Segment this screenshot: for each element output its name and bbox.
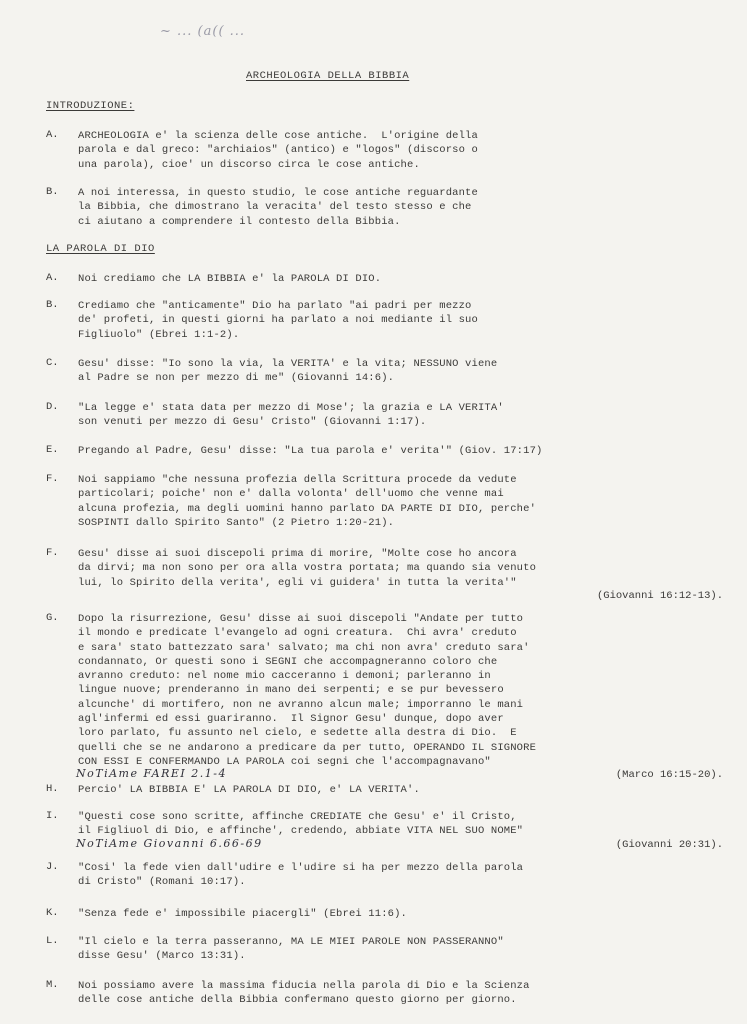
text-line: e sara' stato battezzato sara' salvato; ma chi non avra' creduto sara': [78, 641, 530, 654]
text-line: Percio' LA BIBBIA E' LA PAROLA DI DIO, e' LA VERITA'.: [78, 784, 420, 796]
item-text: [78, 473, 728, 530]
item-marker: F.: [46, 547, 59, 559]
item-marker: I.: [46, 810, 59, 822]
text-line: Noi sappiamo "che nessuna profezia della Scrittura procede da vedute: [78, 474, 517, 486]
item-marker: G.: [46, 612, 59, 624]
intro-heading: INTRODUZIONE:: [46, 100, 135, 112]
text-line: CON ESSI E CONFERMANDO LA PAROLA coi segni che l'accompagnavano": [78, 755, 491, 768]
item-text: [78, 444, 728, 458]
text-line: disse Gesu' (Marco 13:31).: [78, 950, 246, 963]
text-line: SOSPINTI dallo Spirito Santo" (2 Pietro 1:20-21).: [78, 516, 395, 529]
scripture-reference: (Giovanni 16:12-13).: [596, 589, 723, 602]
text-line: Crediamo che "anticamente" Dio ha parlato "ai padri per mezzo: [78, 300, 472, 312]
item-marker: F.: [46, 473, 59, 485]
text-line: lui, lo Spirito della verita', egli vi guidera' in tutta la verita'": [78, 576, 517, 589]
handwritten-note-top: ~ ... (a(( ...: [160, 24, 246, 39]
text-line: Gesu' disse ai suoi discepoli prima di morire, "Molte cose ho ancora: [78, 548, 517, 560]
item-marker: K.: [46, 907, 59, 919]
text-line: Noi crediamo che LA BIBBIA e' la PAROLA DI DIO.: [78, 273, 382, 285]
item-marker: H.: [46, 783, 59, 795]
item-text: [78, 861, 728, 890]
text-line: "Senza fede e' impossibile piacergli" (Ebrei 11:6).: [78, 908, 408, 920]
item-text: [78, 272, 728, 286]
text-line: di Cristo" (Romani 10:17).: [78, 876, 246, 889]
item-marker: D.: [46, 401, 59, 413]
text-line: "Cosi' la fede vien dall'udire e l'udire si ha per mezzo della parola: [78, 862, 524, 874]
text-line: la Bibbia, che dimostrano la veracita' del testo stesso e che: [78, 201, 472, 214]
text-line: loro parlato, fu assunto nel cielo, e sedette alla destra di Dio. E: [78, 727, 517, 740]
item-text: [78, 129, 728, 172]
text-line: alcunche' di mortifero, non ne avranno alcun male; imporranno le mani: [78, 698, 524, 711]
text-line: son venuti per mezzo di Gesu' Cristo" (Giovanni 1:17).: [78, 416, 427, 429]
item-marker: A.: [46, 129, 59, 141]
item-text: [78, 935, 728, 964]
item-marker: M.: [46, 979, 59, 991]
item-marker: B.: [46, 186, 59, 198]
text-line: il mondo e predicate l'evangelo ad ogni creatura. Chi avra' creduto: [78, 627, 517, 640]
item-text: [78, 547, 728, 590]
text-line: condannato, Or questi sono i SEGNI che accompagneranno coloro che: [78, 655, 498, 668]
item-text: [78, 401, 728, 430]
text-line: parola e dal greco: "archiaios" (antico) e "logos" (discorso o: [78, 144, 478, 157]
text-line: Figliuolo" (Ebrei 1:1-2).: [78, 328, 240, 341]
item-text: [78, 612, 728, 769]
text-line: A noi interessa, in questo studio, le cose antiche reguardante: [78, 187, 478, 199]
text-line: alcuna profezia, ma degli uomini hanno parlato DA PARTE DI DIO, perche': [78, 502, 537, 515]
text-line: agl'infermi ed essi guariranno. Il Signor Gesu' dunque, dopo aver: [78, 713, 504, 726]
text-line: "Il cielo e la terra passeranno, MA LE MIEI PAROLE NON PASSERANNO": [78, 936, 504, 948]
text-line: ci aiutano a comprendere il contesto della Bibbia.: [78, 215, 401, 228]
text-line: lingue nuove; prenderanno in mano dei serpenti; e se pur bevessero: [78, 684, 504, 697]
word-heading: LA PAROLA DI DIO: [46, 243, 155, 255]
text-line: ARCHEOLOGIA e' la scienza delle cose antiche. L'origine della: [78, 130, 478, 142]
item-text: [78, 357, 728, 386]
text-line: "Questi cose sono scritte, affinche CREDIATE che Gesu' e' il Cristo,: [78, 811, 517, 823]
item-text: [78, 783, 728, 797]
item-marker: B.: [46, 299, 59, 311]
item-text: [78, 810, 728, 839]
text-line: avranno creduto: nel nome mio cacceranno i demoni; parleranno in: [78, 670, 491, 683]
item-marker: L.: [46, 935, 59, 947]
text-line: de' profeti, in questi giorni ha parlato a noi mediante il suo: [78, 314, 478, 327]
text-line: Dopo la risurrezione, Gesu' disse ai suoi discepoli "Andate per tutto: [78, 613, 524, 625]
text-line: quelli che se ne andarono a predicare da per tutto, OPERANDO IL SIGNORE: [78, 741, 537, 754]
document-title: ARCHEOLOGIA DELLA BIBBIA: [246, 70, 410, 82]
item-marker: A.: [46, 272, 59, 284]
text-line: il Figliuol di Dio, e affinche', credendo, abbiate VITA NEL SUO NOME": [78, 825, 524, 838]
text-line: Noi possiamo avere la massima fiducia nella parola di Dio e la Scienza: [78, 980, 530, 992]
text-line: "La legge e' stata data per mezzo di Mose'; la grazia e LA VERITA': [78, 402, 504, 414]
text-line: Gesu' disse: "Io sono la via, la VERITA' e la vita; NESSUNO viene: [78, 358, 498, 370]
text-line: al Padre se non per mezzo di me" (Giovanni 14:6).: [78, 372, 395, 385]
item-text: [78, 299, 728, 342]
item-text: [78, 186, 728, 229]
handwritten-note: NoTiAme Giovanni 6.66-69: [76, 836, 263, 850]
handwritten-note: NoTiAme FAREI 2.1-4: [76, 767, 227, 781]
scripture-reference: (Marco 16:15-20).: [615, 769, 723, 782]
scripture-reference: (Giovanni 20:31).: [615, 838, 723, 851]
item-marker: E.: [46, 444, 59, 456]
item-marker: J.: [46, 861, 59, 873]
item-marker: C.: [46, 357, 59, 369]
text-line: particolari; poiche' non e' dalla volonta' dell'uomo che venne mai: [78, 488, 504, 501]
text-line: una parola), cioe' un discorso circa le cose antiche.: [78, 158, 420, 171]
text-line: delle cose antiche della Bibbia confermano questo giorno per giorno.: [78, 994, 517, 1007]
text-line: da dirvi; ma non sono per ora alla vostra portata; ma quando sia venuto: [78, 562, 537, 575]
item-text: [78, 907, 728, 921]
text-line: Pregando al Padre, Gesu' disse: "La tua parola e' verita'" (Giov. 17:17): [78, 445, 543, 457]
item-text: [78, 979, 728, 1008]
